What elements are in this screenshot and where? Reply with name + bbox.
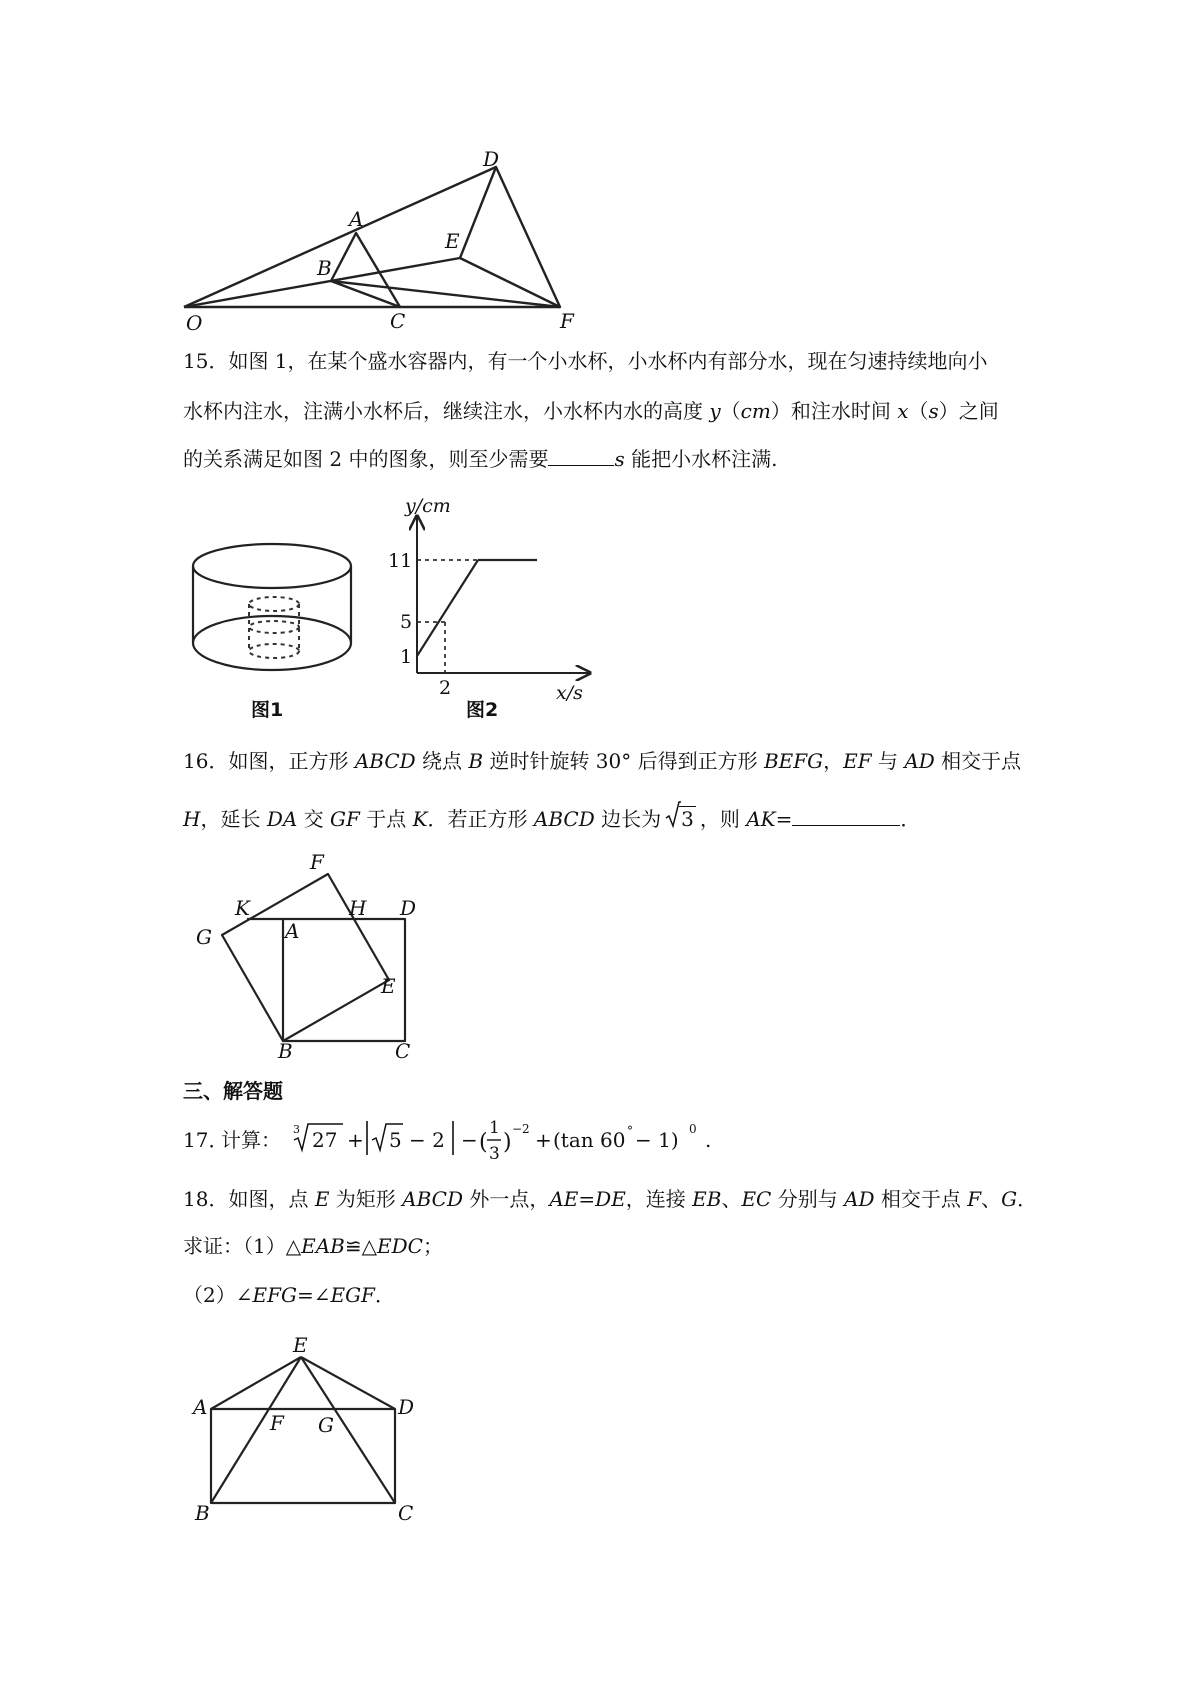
q17-minus: − xyxy=(461,1128,478,1152)
q16-text-1b: 绕点 xyxy=(415,749,469,773)
q16-text-1f: 相交于点 xyxy=(934,749,1022,773)
q18-tri-edc: △EDC xyxy=(361,1234,423,1258)
q18-angle-efg: ∠EFG xyxy=(235,1283,297,1307)
q15-unit-cm: cm xyxy=(740,399,771,423)
q16-number: 16． xyxy=(183,749,229,773)
label-H: H xyxy=(349,896,367,920)
container-base xyxy=(193,616,351,670)
q18-abcd: ABCD xyxy=(402,1187,463,1211)
q16-text-2b: 交 xyxy=(297,807,331,831)
q18-line-1 xyxy=(183,1185,1037,1213)
q15-text-1: 如图 1，在某个盛水容器内，有一个小水杯，小水杯内有部分水，现在匀速持续地向小 xyxy=(228,349,988,373)
q15-paren-open-2: （ xyxy=(908,399,929,423)
q18-text-1h: 、 xyxy=(981,1187,1002,1211)
y-tick-11: 11 xyxy=(388,550,413,572)
q16-text-end: ． xyxy=(900,807,921,831)
q18-e: E xyxy=(314,1187,330,1211)
q18-text-1i: ． xyxy=(1017,1187,1038,1211)
q17-plus-1: + xyxy=(347,1128,364,1152)
q17-plus-2: + xyxy=(535,1128,552,1152)
graph-rising-segment xyxy=(417,560,478,656)
q18-f: F xyxy=(967,1187,982,1211)
q16-line-2 xyxy=(183,805,920,833)
y-tick-1: 1 xyxy=(400,646,413,668)
label-G: G xyxy=(318,1413,334,1437)
q18-ae-de: AE=DE xyxy=(549,1187,626,1211)
q15-line-1 xyxy=(183,347,988,375)
label-D: D xyxy=(400,896,417,920)
q16-text-2e: 边长为 xyxy=(594,807,662,831)
q15-line-3 xyxy=(183,445,777,473)
q16-text-2d: ．若正方形 xyxy=(427,807,534,831)
x-axis-label: x/s xyxy=(556,682,583,704)
line-EA xyxy=(211,1357,301,1409)
q16-ef: EF xyxy=(843,749,872,773)
q16-answer-blank[interactable] xyxy=(792,805,900,826)
y-axis-label: y/cm xyxy=(405,495,451,517)
q16-abcd: ABCD xyxy=(354,749,416,773)
q18-eb: EB xyxy=(692,1187,722,1211)
label-C: C xyxy=(395,1039,411,1063)
q17-exp-zero: 0 xyxy=(689,1122,697,1136)
label-A: A xyxy=(349,207,364,231)
q16-gf: GF xyxy=(330,807,360,831)
label-B: B xyxy=(278,1039,293,1063)
q18-tri-eab: △EAB xyxy=(285,1234,345,1258)
line-EB xyxy=(211,1357,301,1503)
question-18 xyxy=(183,1183,1038,1333)
label-E: E xyxy=(381,974,396,998)
label-D: D xyxy=(483,147,500,171)
x-tick-2: 2 xyxy=(439,677,452,699)
q16-text-1a: 如图，正方形 xyxy=(228,749,355,773)
q17-end: . xyxy=(705,1128,712,1152)
fig1-caption: 图1 xyxy=(251,699,284,721)
line-EC xyxy=(301,1357,395,1503)
q18-semicolon: ； xyxy=(422,1234,443,1258)
label-B: B xyxy=(317,256,332,280)
q16-geometry-figure xyxy=(180,845,420,1063)
container-top-rim xyxy=(193,544,351,588)
q15-answer-blank[interactable] xyxy=(548,445,614,466)
q17-number: 17． xyxy=(183,1128,229,1152)
q18-text-1d: ，连接 xyxy=(625,1187,693,1211)
q15-figure-1-container xyxy=(180,535,360,725)
q15-text-3b: 能把小水杯注满. xyxy=(624,447,778,471)
cup-top-dashed xyxy=(249,597,299,611)
q17-sqrt-arg: 5 xyxy=(389,1128,402,1152)
q16-k: K xyxy=(412,807,428,831)
q18-part2-prefix: （2） xyxy=(183,1283,236,1307)
q16-h: H xyxy=(183,807,201,831)
q17-paren-open: ( xyxy=(479,1130,488,1155)
q16-text-1e: 与 xyxy=(871,749,905,773)
q17-tan-expr: (tan 60 xyxy=(553,1128,626,1152)
q16-text-1c: 逆时针旋转 30° 后得到正方形 xyxy=(483,749,764,773)
cup-bottom-dashed xyxy=(249,644,299,658)
q14-geometry-figure xyxy=(170,140,574,335)
q15-paren-close-2: ） xyxy=(938,399,959,423)
q17-tan-rest: − 1) xyxy=(635,1128,679,1152)
q15-line-2 xyxy=(183,397,999,425)
label-C: C xyxy=(398,1501,414,1525)
q18-number: 18． xyxy=(183,1187,229,1211)
label-G: G xyxy=(196,925,212,949)
q18-text-1f: 分别与 xyxy=(771,1187,845,1211)
q15-number: 15． xyxy=(183,349,229,373)
q18-period: ． xyxy=(374,1283,395,1307)
fig2-caption: 图2 xyxy=(466,699,499,721)
q15-text-3a: 的关系满足如图 2 中的图象，则至少需要 xyxy=(183,447,549,471)
q16-text-1d: ， xyxy=(823,749,844,773)
q18-g: G xyxy=(1001,1187,1018,1211)
q18-ad: AD xyxy=(844,1187,875,1211)
label-F: F xyxy=(560,309,574,333)
q18-text-1a: 如图，点 xyxy=(228,1187,315,1211)
q18-text-1e: 、 xyxy=(721,1187,742,1211)
q18-ec: EC xyxy=(741,1187,772,1211)
q15-text-2b: 和注水时间 xyxy=(790,399,898,423)
q16-sqrt-arg: 3 xyxy=(681,807,694,831)
question-17 xyxy=(183,1113,743,1173)
q18-proof-intro: 求证：（1） xyxy=(183,1234,286,1258)
triangle-DEF xyxy=(460,167,560,307)
cup-water-level-dashed xyxy=(249,621,299,633)
q16-text-2c: 于点 xyxy=(359,807,413,831)
q15-unit-s-blank: s xyxy=(614,447,625,471)
q17-cuberoot-arg: 27 xyxy=(312,1128,338,1152)
q15-paren-open: （ xyxy=(720,399,741,423)
q16-text-2g: = xyxy=(775,807,793,831)
line-ED xyxy=(301,1357,395,1409)
q18-text-1b: 为矩形 xyxy=(329,1187,403,1211)
label-A: A xyxy=(285,919,300,943)
q17-exp-neg2: −2 xyxy=(512,1122,530,1136)
q15-paren-close: ） xyxy=(770,399,791,423)
q16-abcd-2: ABCD xyxy=(533,807,595,831)
q15-figure-2-graph xyxy=(380,490,600,725)
label-F: F xyxy=(310,850,324,874)
q17-degree: ° xyxy=(627,1124,633,1138)
q18-angle-egf: ∠EGF xyxy=(313,1283,375,1307)
q16-text-2a: ，延长 xyxy=(200,807,267,831)
q16-sqrt3 xyxy=(665,805,696,833)
label-O: O xyxy=(186,311,203,335)
q16-text-2f: ，则 xyxy=(699,807,747,831)
q17-frac-den: 3 xyxy=(489,1144,500,1164)
q15-var-y: y xyxy=(709,399,721,423)
q17-abs-minus-2: − 2 xyxy=(409,1128,445,1152)
q16-da: DA xyxy=(266,807,298,831)
q17-cuberoot-index: 3 xyxy=(293,1123,300,1136)
q18-text-1c: 外一点， xyxy=(463,1187,550,1211)
label-C: C xyxy=(390,309,406,333)
q17-prefix: 计算： xyxy=(221,1128,281,1152)
q17-expression xyxy=(183,1113,743,1173)
label-F: F xyxy=(270,1411,284,1435)
rectangle-ABCD xyxy=(211,1409,395,1503)
q18-geometry-figure xyxy=(180,1325,420,1525)
q17-frac-num: 1 xyxy=(489,1118,500,1138)
y-tick-5: 5 xyxy=(400,611,413,633)
q16-befg: BEFG xyxy=(763,749,824,773)
q16-line-1 xyxy=(183,747,1021,775)
label-B: B xyxy=(195,1501,210,1525)
question-15 xyxy=(183,345,1023,475)
section-heading: 三、解答题 xyxy=(183,1079,283,1103)
question-16 xyxy=(183,745,1023,835)
q18-line-3 xyxy=(183,1281,395,1309)
q15-var-x: x xyxy=(897,399,909,423)
label-E: E xyxy=(445,229,460,253)
q15-text-2c: 之间 xyxy=(958,399,999,423)
q18-text-1g: 相交于点 xyxy=(874,1187,968,1211)
label-K: K xyxy=(235,896,250,920)
label-E: E xyxy=(293,1333,308,1357)
q16-ad: AD xyxy=(904,749,935,773)
q16-b: B xyxy=(468,749,484,773)
q15-unit-s: s xyxy=(928,399,939,423)
q18-congruent: ≌ xyxy=(344,1234,362,1258)
q15-text-2a: 水杯内注水，注满小水杯后，继续注水，小水杯内水的高度 xyxy=(183,399,710,423)
q18-line-2 xyxy=(183,1232,443,1260)
q18-equals: = xyxy=(296,1283,314,1307)
q17-paren-close: ) xyxy=(503,1130,512,1155)
label-A: A xyxy=(193,1395,208,1419)
q16-ak: AK xyxy=(746,807,776,831)
label-D: D xyxy=(398,1395,415,1419)
